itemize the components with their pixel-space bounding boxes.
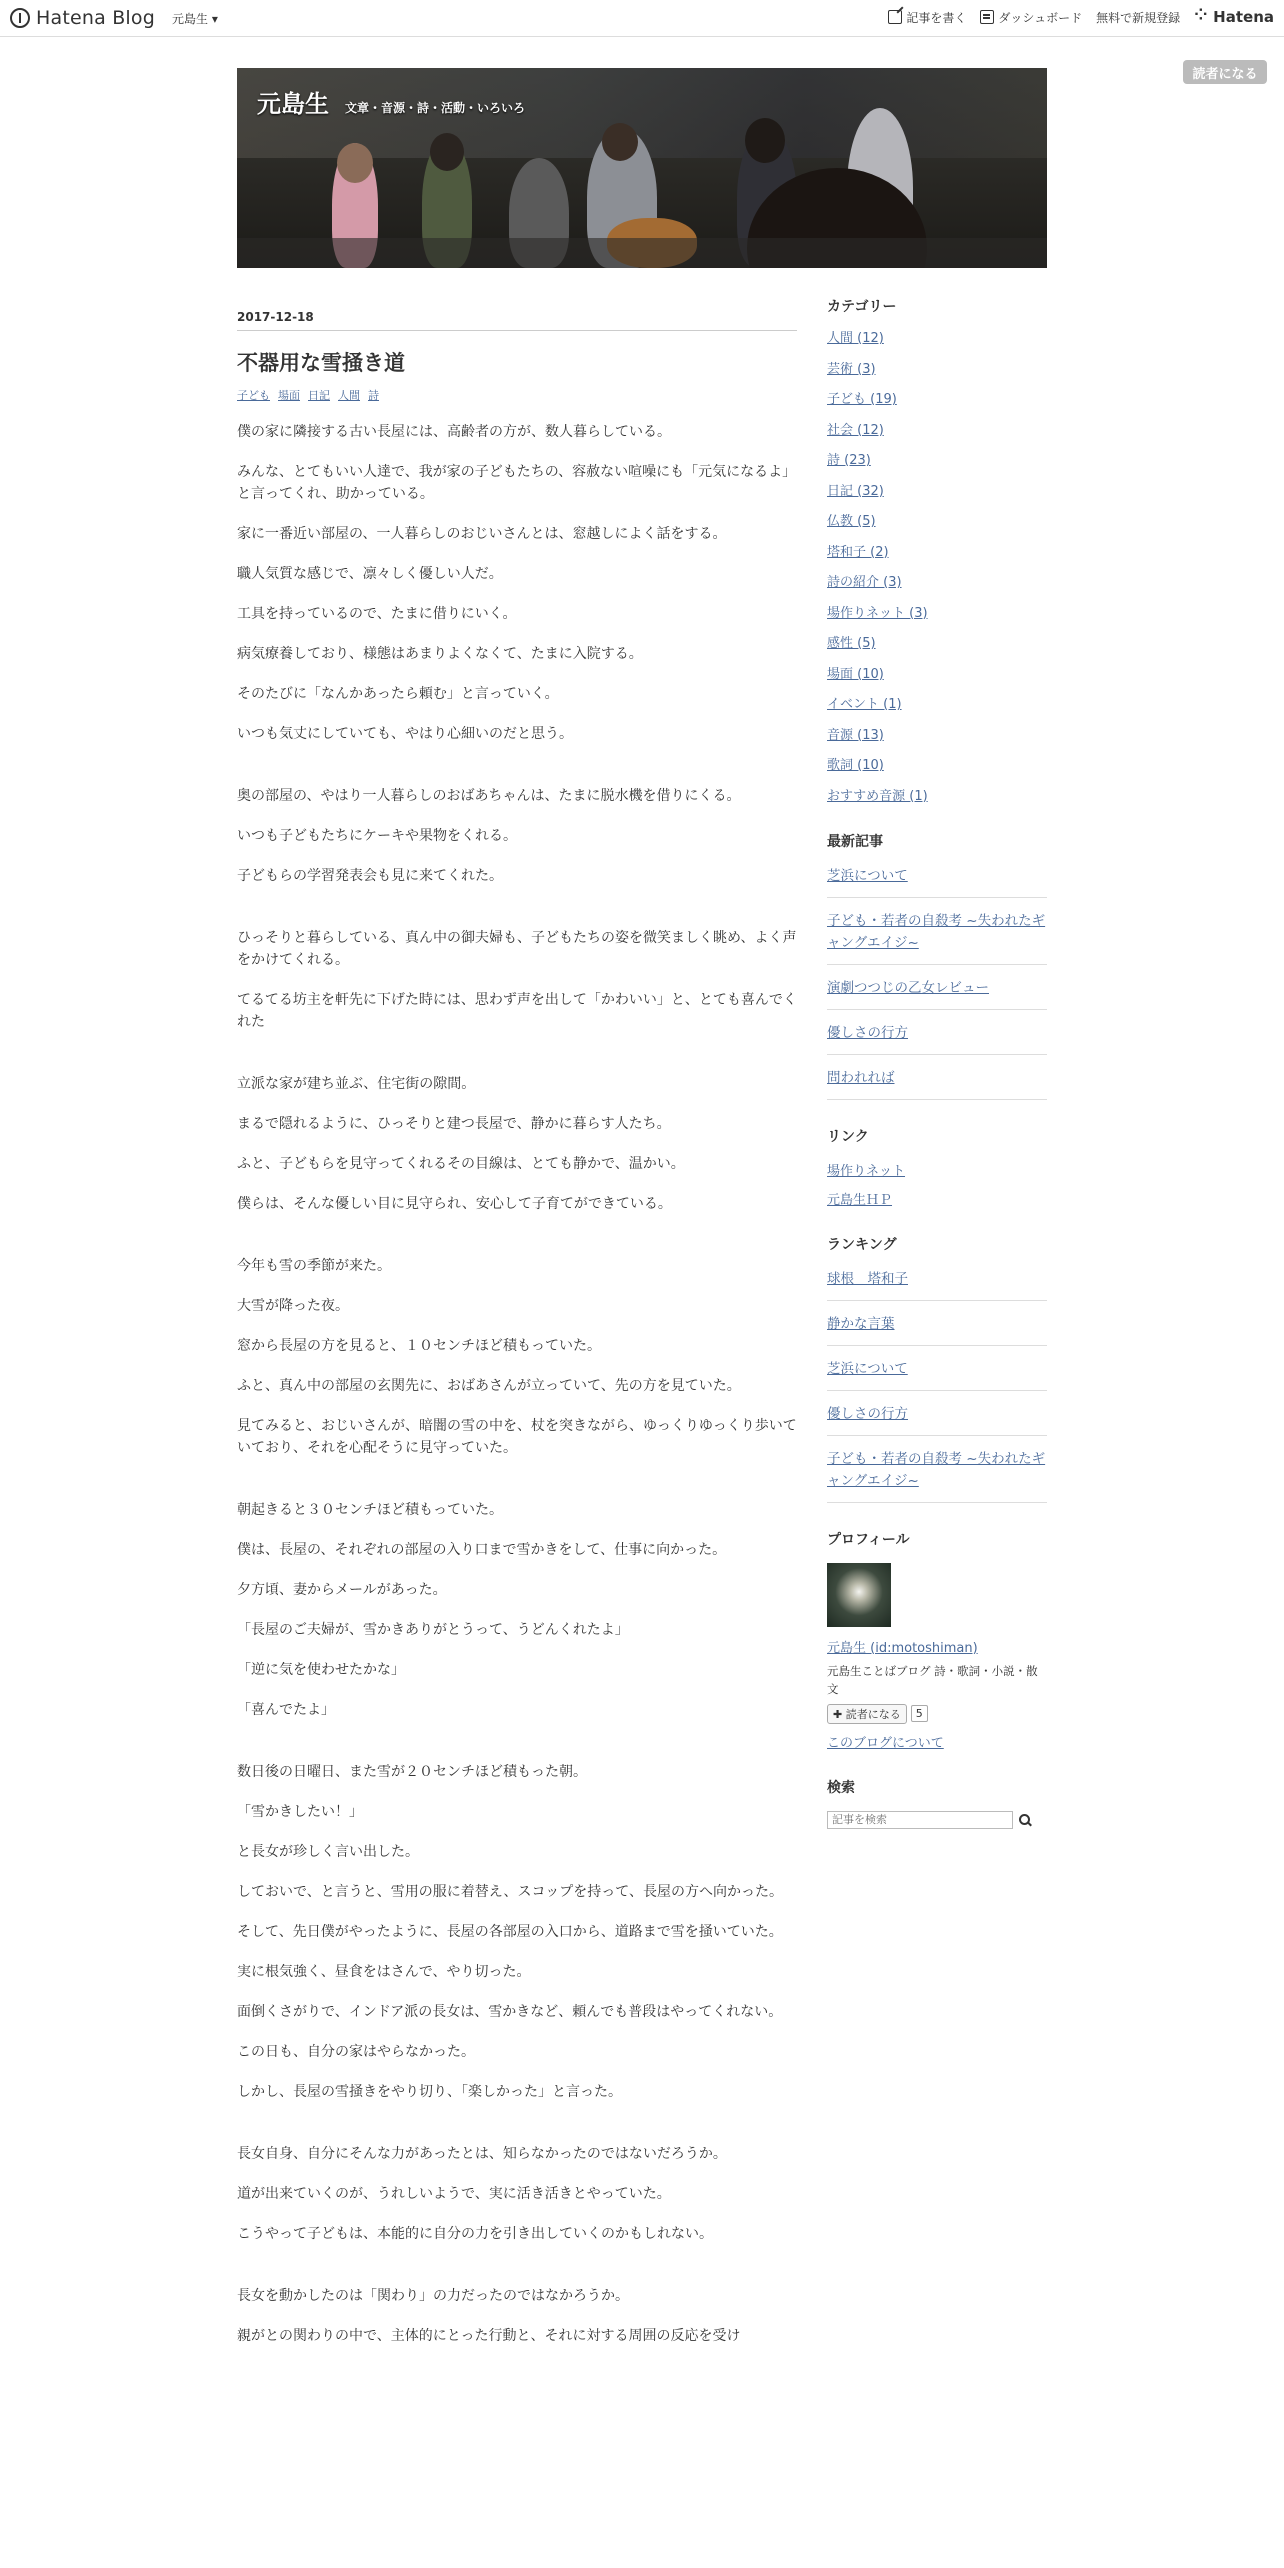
- list-item: [827, 1010, 1047, 1055]
- dashboard-button[interactable]: [980, 9, 1082, 26]
- article-link[interactable]: 球根 塔和子: [827, 1270, 908, 1287]
- recent-posts-module: [827, 831, 1047, 1100]
- write-article-label: 記事を書く: [906, 10, 967, 25]
- post-paragraph: しておいで、と言うと、雪用の服に着替え、スコップを持って、長屋の方へ向かった。: [237, 1884, 783, 1900]
- profile-subscribe-button[interactable]: [827, 1704, 907, 1724]
- post-date[interactable]: 2017-12-18: [237, 310, 797, 331]
- blog-header-banner[interactable]: [237, 68, 1047, 268]
- article-link[interactable]: 子ども・若者の自殺考 ~失われたギャングエイジ~: [827, 912, 1046, 951]
- ranking-heading: ランキング: [827, 1236, 897, 1253]
- profile-subscribe-label: 読者になる: [845, 1707, 901, 1721]
- logo-text: Hatena Blog: [36, 7, 155, 29]
- search-module: [827, 1777, 1047, 1829]
- banner-photo-person: [745, 118, 785, 163]
- profile-heading: プロフィール: [827, 1531, 910, 1548]
- post-category-link[interactable]: 場面: [278, 389, 300, 402]
- profile-module: [827, 1529, 1047, 1751]
- post-paragraph: と長女が珍しく言い出した。: [237, 1844, 419, 1860]
- write-article-button[interactable]: [888, 9, 966, 26]
- list-item: [827, 965, 1047, 1010]
- category-link[interactable]: 社会 (12): [827, 422, 884, 438]
- post-paragraph: 「喜んでたよ」: [237, 1702, 335, 1718]
- list-item: [827, 1268, 1047, 1301]
- category-link[interactable]: 感性 (5): [827, 636, 876, 651]
- subscriber-count[interactable]: 5: [911, 1705, 928, 1722]
- post-paragraph: この日も、自分の家はやらなかった。: [237, 2044, 475, 2060]
- post-paragraph: そして、先日僕がやったように、長屋の各部屋の入口から、道路まで雪を掻いていた。: [237, 1924, 783, 1940]
- post-paragraph: 工具を持っているので、たまに借りにいく。: [237, 606, 517, 622]
- list-item: [827, 1301, 1047, 1346]
- post-paragraph: 僕は、長屋の、それぞれの部屋の入り口まで雪かきをして、仕事に向かった。: [237, 1542, 727, 1558]
- article-link[interactable]: 子ども・若者の自殺考 ~失われたギャングエイジ~: [827, 1450, 1046, 1489]
- top-actions: [888, 8, 1274, 26]
- post-paragraph: みんな、とてもいい人達で、我が家の子どもたちの、容赦ない喧噪にも「元気になるよ」と言ってくれ、助かっている。: [237, 464, 797, 502]
- category-link[interactable]: イベント (1): [827, 697, 902, 712]
- list-item: [827, 1055, 1047, 1100]
- category-link[interactable]: 詩の紹介 (3): [827, 575, 902, 590]
- post-paragraph: 「逆に気を使わせたかな」: [237, 1662, 405, 1678]
- post-category-link[interactable]: 日記: [308, 389, 330, 402]
- hatena-logo-icon: [10, 8, 30, 28]
- category-link[interactable]: 音源 (13): [827, 727, 884, 743]
- list-item: [827, 1391, 1047, 1436]
- search-row: [827, 1811, 1047, 1829]
- categories-heading: カテゴリー: [827, 299, 897, 315]
- signup-link[interactable]: 無料で新規登録: [1096, 10, 1181, 25]
- category-link[interactable]: 日記 (32): [827, 483, 884, 499]
- plus-icon: ✚: [833, 1707, 846, 1721]
- category-link[interactable]: 場面 (10): [827, 666, 884, 682]
- article-link[interactable]: 静かな言葉: [827, 1315, 895, 1332]
- post-paragraph: まるで隠れるように、ひっそりと建つ長屋で、静かに暮らす人たち。: [237, 1116, 671, 1132]
- paragraph-spacer: [237, 763, 797, 785]
- link-item[interactable]: 元島生ＨＰ: [827, 1192, 893, 1208]
- post-paragraph: 窓から長屋の方を見ると、１０センチほど積もっていた。: [237, 1338, 601, 1354]
- post-body: [237, 421, 797, 2347]
- search-input[interactable]: [827, 1811, 1013, 1829]
- banner-photo-person: [237, 238, 1047, 268]
- blog-title[interactable]: 元島生: [257, 90, 329, 118]
- post-paragraph: 見てみると、おじいさんが、暗闇の雪の中を、杖を突きながら、ゆっくりゆっくり歩いていており、それを心配そうに見守っていた。: [237, 1418, 797, 1456]
- links-heading: リンク: [827, 1128, 869, 1145]
- post-paragraph: 奥の部屋の、やはり一人暮らしのおばあちゃんは、たまに脱水機を借りにくる。: [237, 788, 741, 804]
- profile-name-link[interactable]: 元島生 (id:motoshiman): [827, 1640, 978, 1656]
- paragraph-spacer: [237, 905, 797, 927]
- article-link[interactable]: 問われれば: [827, 1069, 895, 1086]
- post-paragraph: こうやって子どもは、本能的に自分の力を引き出していくのかもしれない。: [237, 2226, 713, 2242]
- category-link[interactable]: 詩 (23): [827, 453, 871, 468]
- post-paragraph: 大雪が降った夜。: [237, 1298, 349, 1314]
- user-menu-dropdown[interactable]: 元島生 ▾: [172, 12, 218, 26]
- paragraph-spacer: [237, 1739, 797, 1761]
- paragraph-spacer: [237, 1051, 797, 1073]
- link-item[interactable]: 場作りネット: [827, 1163, 906, 1179]
- article-link[interactable]: 優しさの行方: [827, 1405, 908, 1422]
- main-article-column: [237, 310, 797, 2365]
- sidebar: [827, 296, 1047, 1855]
- post-paragraph: しかし、長屋の雪掻きをやり切り、「楽しかった」と言った。: [237, 2084, 622, 2100]
- hatena-dots-icon: [1194, 10, 1208, 24]
- category-link[interactable]: 人間 (12): [827, 331, 884, 346]
- post-paragraph: 「雪かきしたい！」: [237, 1804, 363, 1820]
- post-paragraph: いつも気丈にしていても、やはり心細いのだと思う。: [237, 726, 573, 742]
- post-paragraph: 病気療養しており、様態はあまりよくなくて、たまに入院する。: [237, 646, 643, 662]
- search-heading: 検索: [827, 1779, 855, 1796]
- hatena-blog-logo[interactable]: [10, 6, 155, 30]
- ranking-list: [827, 1268, 1047, 1503]
- post-paragraph: 夕方頃、妻からメールがあった。: [237, 1582, 447, 1598]
- paragraph-spacer: [237, 2121, 797, 2143]
- paragraph-spacer: [237, 1477, 797, 1499]
- post-paragraph: 朝起きると３０センチほど積もっていた。: [237, 1502, 503, 1518]
- banner-photo-person: [337, 143, 373, 183]
- profile-subscribe-row: [827, 1704, 1047, 1724]
- post-paragraph: てるてる坊主を軒先に下げた時には、思わず声を出して「かわいい」と、とても喜んでくれた: [237, 992, 797, 1030]
- post-paragraph: 家に一番近い部屋の、一人暮らしのおじいさんとは、窓越しによく話をする。: [237, 526, 727, 542]
- article-link[interactable]: 芝浜について: [827, 1360, 908, 1377]
- post-title[interactable]: 不器用な雪掻き道: [237, 351, 405, 375]
- category-link[interactable]: 仏教 (5): [827, 514, 876, 529]
- recent-posts-heading: 最新記事: [827, 833, 883, 850]
- post-category-link[interactable]: 詩: [368, 389, 379, 402]
- category-link[interactable]: 芸術 (3): [827, 361, 876, 377]
- post-paragraph: 道が出来ていくのが、うれしいようで、実に活き活きとやっていた。: [237, 2186, 671, 2202]
- list-item: [827, 898, 1047, 965]
- category-link[interactable]: 場作りネット (3): [827, 605, 928, 621]
- banner-photo-person: [430, 133, 464, 171]
- dashboard-label: ダッシュボード: [998, 10, 1083, 25]
- profile-description: 元島生ことばブログ 詩・歌詞・小説・散文: [827, 1663, 1038, 1696]
- global-header: [0, 0, 1284, 37]
- dashboard-icon: [980, 10, 994, 24]
- hatena-brand-link[interactable]: [1194, 8, 1274, 26]
- paragraph-spacer: [237, 2263, 797, 2285]
- article-link[interactable]: 演劇つつじの乙女レビュー: [827, 979, 989, 996]
- post-paragraph: 僕らは、そんな優しい目に見守られ、安心して子育てができている。: [237, 1196, 672, 1212]
- links-module: [827, 1126, 1047, 1208]
- post-paragraph: 僕の家に隣接する古い長屋には、高齢者の方が、数人暮らしている。: [237, 424, 671, 440]
- blog-description: 文章・音源・詩・活動・いろいろ: [345, 101, 526, 115]
- post-paragraph: 数日後の日曜日、また雪が２０センチほど積もった朝。: [237, 1764, 587, 1780]
- about-blog-link[interactable]: このブログについて: [827, 1735, 944, 1751]
- post-paragraph: 子どもらの学習発表会も見に来てくれた。: [237, 868, 503, 884]
- list-item: [827, 865, 1047, 898]
- post-paragraph: いつも子どもたちにケーキや果物をくれる。: [237, 828, 517, 844]
- post-paragraph: 実に根気強く、昼食をはさんで、やり切った。: [237, 1964, 531, 1980]
- recent-posts-list: [827, 865, 1047, 1100]
- post-paragraph: 面倒くさがりで、インドア派の長女は、雪かきなど、頼んでも普段はやってくれない。: [237, 2004, 783, 2020]
- post-category-link[interactable]: 子ども: [237, 389, 270, 402]
- category-list: [827, 330, 1047, 805]
- categories-module: [827, 296, 1047, 805]
- post-paragraph: 親がとの関わりの中で、主体的にとった行動と、それに対する周囲の反応を受け: [237, 2328, 741, 2344]
- list-item: [827, 1346, 1047, 1391]
- banner-photo-person: [602, 123, 638, 161]
- paragraph-spacer: [237, 1233, 797, 1255]
- post-paragraph: 立派な家が建ち並ぶ、住宅街の隙間。: [237, 1076, 476, 1092]
- post-paragraph: ひっそりと暮らしている、真ん中の御夫婦も、子どもたちの姿を微笑ましく眺め、よく声をかけてくれる。: [237, 930, 797, 968]
- link-list: [827, 1160, 1047, 1208]
- banner-title-block: [257, 84, 525, 119]
- post-categories: [237, 387, 797, 403]
- category-link[interactable]: 子ども (19): [827, 392, 897, 407]
- category-link[interactable]: おすすめ音源 (1): [827, 788, 928, 804]
- ranking-module: [827, 1234, 1047, 1503]
- article-link[interactable]: 優しさの行方: [827, 1024, 908, 1041]
- list-item: [827, 1436, 1047, 1503]
- post-paragraph: 職人気質な感じで、凛々しく優しい人だ。: [237, 566, 503, 582]
- category-link[interactable]: 塔和子 (2): [827, 544, 889, 560]
- post-paragraph: 「長屋のご夫婦が、雪かきありがとうって、うどんくれたよ」: [237, 1622, 629, 1638]
- search-icon[interactable]: [1019, 1814, 1031, 1826]
- subscribe-button[interactable]: 読者になる: [1183, 60, 1267, 84]
- post-paragraph: 今年も雪の季節が来た。: [237, 1258, 391, 1274]
- post-category-link[interactable]: 人間: [338, 389, 360, 402]
- edit-icon: [888, 10, 902, 24]
- hatena-brand-label: Hatena: [1213, 8, 1274, 26]
- profile-avatar[interactable]: [827, 1563, 891, 1627]
- category-link[interactable]: 歌詞 (10): [827, 758, 884, 773]
- post-paragraph: ふと、真ん中の部屋の玄関先に、おばあさんが立っていて、先の方を見ていた。: [237, 1378, 741, 1394]
- post-paragraph: 長女自身、自分にそんな力があったとは、知らなかったのではないだろうか。: [237, 2146, 727, 2162]
- post-paragraph: 長女を動かしたのは「関わり」の力だったのではなかろうか。: [237, 2288, 629, 2304]
- article-link[interactable]: 芝浜について: [827, 867, 908, 884]
- post-paragraph: ふと、子どもらを見守ってくれるその目線は、とても静かで、温かい。: [237, 1156, 685, 1172]
- post-paragraph: そのたびに「なんかあったら頼む」と言っていく。: [237, 686, 559, 702]
